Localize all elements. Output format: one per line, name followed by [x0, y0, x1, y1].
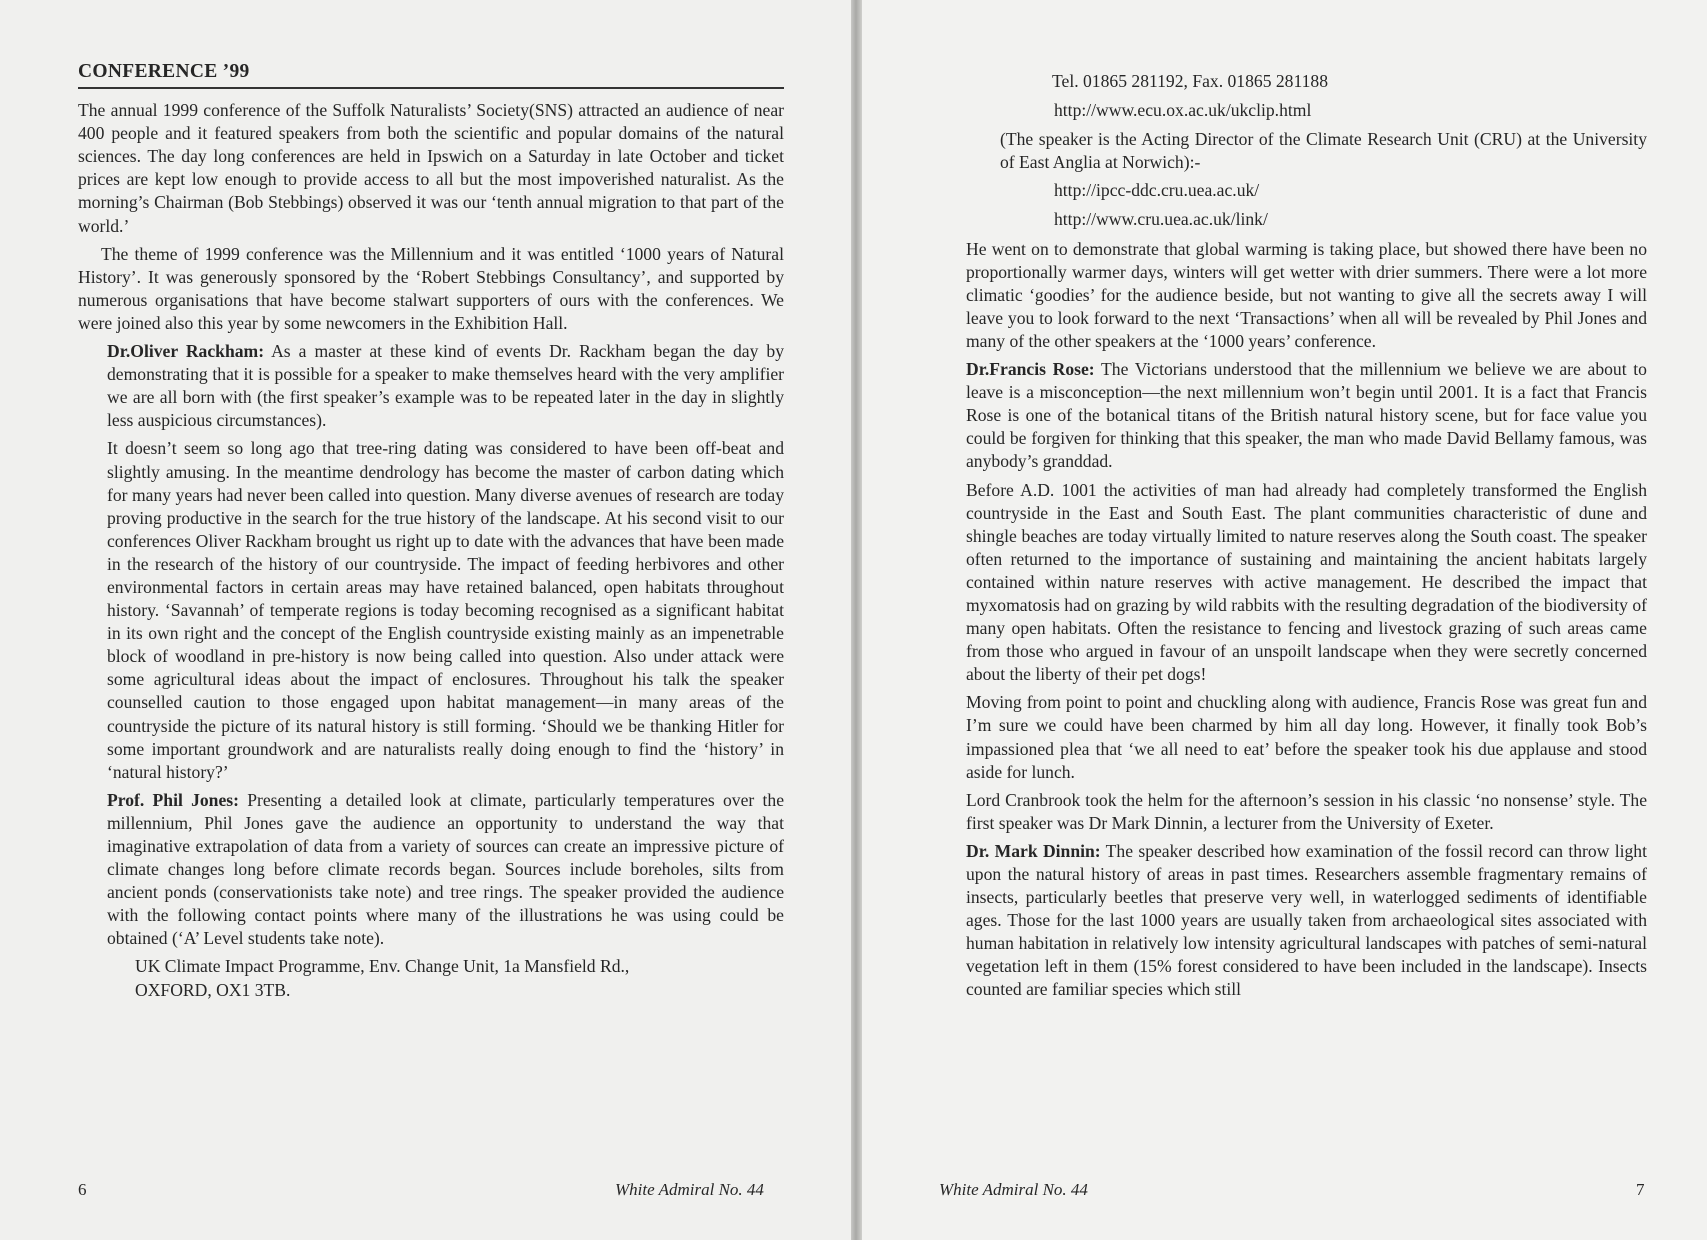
speaker-name: Dr.Francis Rose:	[966, 359, 1095, 380]
footer-title-right	[939, 1180, 1088, 1200]
address-line-1: UK Climate Impact Programme, Env. Change Unit, 1a Mansfield Rd.,	[135, 956, 630, 977]
right-page	[862, 0, 1707, 1240]
cranbrook-paragraph: Lord Cranbrook took the helm for the afternoon’s session in his classic ‘no nonsense’ style. The first speaker was Dr Mark Dinnin, a lecturer from the University of Exeter.	[966, 789, 1647, 833]
intro-paragraph: The annual 1999 conference of the Suffolk Naturalists’ Society(SNS) attracted an audience of near 400 people and it featured speakers from both the scientific and popular domains of the natural sciences. The day long conferences are held in Ipswich on a Saturday in late October and ticket prices are kept low enough to provide access to all but the most impoverished naturalist. As the morning’s Chairman (Bob Stebbings) observed it was our ‘tenth annual migration to that part of the world.’	[78, 100, 784, 236]
url-ukclip: http://www.ecu.ox.ac.uk/ukclip.html	[1054, 100, 1312, 121]
rose-paragraph-3: Moving from point to point and chuckling along with audience, Francis Rose was great fun and I’m sure we could have been charmed by him all day long. However, it finally took Bob’s impassioned plea that ‘we all need to eat’ before the speaker took his due applause and stood aside for lunch.	[966, 692, 1647, 782]
left-page	[0, 0, 851, 1240]
journal-title: White Admiral No. 44	[615, 1180, 764, 1199]
article-heading: CONFERENCE ’99	[78, 61, 250, 82]
speaker-name: Dr. Mark Dinnin:	[966, 840, 1101, 861]
address-line-2: OXFORD, OX1 3TB.	[135, 979, 291, 1000]
rackham-paragraph	[107, 340, 784, 432]
footer-title-left	[615, 1180, 764, 1200]
rackham-text: As a master at these kind of events Dr. Rackham began the day by demonstrating that it is possible for a speaker to make themselves heard with the very amplifier we are all born with (the first speaker’s example was to be repeated later in the day in slightly less auspicious circumstances).	[107, 341, 785, 431]
theme-paragraph: The theme of 1999 conference was the Millennium and it was entitled ‘1000 years of Natural History’. It was generously sponsored by the ‘Robert Stebbings Consultancy’, and supported by numerous organisations that have become stalwart supporters of ours with the conferences. We were joined also this year by some newcomers in the Exhibition Hall.	[78, 243, 784, 333]
right-column	[966, 70, 1647, 1007]
dinnin-paragraph	[966, 840, 1647, 1002]
dinnin-text: The speaker described how examination of the fossil record can throw light upon the natural history of areas in past times. Researchers assemble fragmentary remains of insects, particularly beetles that preserve very well, in waterlogged sediments of identifiable ages. Those for the last 1000 years are usually taken from archaeological sites associated with human habitation in relatively low intensity agricultural landscapes with patches of semi-natural vegetation left in them (15% forest considered to have been included in the landscape). Insects counted are familiar species which still	[966, 840, 1647, 1000]
page-number-left: 6	[78, 1180, 87, 1199]
page-number-right: 7	[1636, 1180, 1645, 1199]
journal-title: White Admiral No. 44	[939, 1180, 1088, 1199]
rackham-paragraph-2: It doesn’t seem so long ago that tree-ring dating was considered to have been off-beat and slightly amusing. In the meantime dendrology has become the master of carbon dating which for many years had never been called into question. Many diverse avenues of research are today proving productive in the search for the true history of the landscape. At his second visit to our conferences Oliver Rackham brought us right up to date with the advances that have been made in the research of the history of our countryside. The impact of feeding herbivores and other environmental factors in certain areas may have retained balanced, open habitats throughout history. ‘Savannah’ of temperate regions is today becoming recognised as a significant habitat in its own right and the concept of the English countryside existing mainly as an impenetrable block of woodland in pre-history is now being called into question. Also under attack were some agricultural ideas about the impact of enclosures. Throughout his talk the speaker counselled caution to those engaged upon habitat management—in many areas of the countryside the picture of its natural history is still forming. ‘Should we be thanking Hitler for some important groundwork and are naturalists really doing enough to find the ‘history’ in ‘natural history?’	[107, 438, 784, 782]
warming-paragraph: He went on to demonstrate that global warming is taking place, but showed there have been no proportionally warmer days, winters will get wetter with drier summers. There were a lot more climatic ‘goodies’ for the audience beside, but not wanting to give all the secrets away I will leave you to look forward to the next ‘Transactions’ when all will be revealed by Phil Jones and many of the other speakers at the ‘1000 years’ conference.	[966, 238, 1647, 351]
book-gutter	[851, 0, 862, 1240]
jones-paragraph	[107, 789, 784, 951]
speaker-name: Dr.Oliver Rackham:	[107, 341, 265, 362]
cru-note: (The speaker is the Acting Director of the Climate Research Unit (CRU) at the University of East Anglia at Norwich):-	[1000, 129, 1647, 173]
rose-text: The Victorians understood that the millennium we believe we are about to leave is a misconception—the next millennium won’t begin until 2001. It is a fact that Francis Rose is one of the botanical titans of the British natural history scene, but for face value you could be forgiven for thinking that this speaker, the man who made David Bellamy famous, was anybody’s granddad.	[966, 359, 1647, 472]
url-cru-link: http://www.cru.uea.ac.uk/link/	[1054, 209, 1268, 230]
left-column	[78, 60, 784, 1002]
rose-paragraph-2: Before A.D. 1001 the activities of man had already had completely transformed the English countryside in the East and South East. The plant communities characteristic of dune and shingle beaches are today virtually limited to nature reserves along the South coast. The speaker often returned to the importance of sustaining and maintaining the ancient habitats largely contained within nature reserves with active management. He described the impact that myxomatosis had on grazing by wild rabbits with the resulting degradation of the biodiversity of many open habitats. Often the resistance to fencing and livestock grazing of such areas came from those who argued in favour of an unspoilt landscape when they were secretly concerned about the liberty of their pet dogs!	[966, 479, 1647, 685]
jones-text: Presenting a detailed look at climate, particularly temperatures over the millennium, Phil Jones gave the audience an opportunity to understand the way that imaginative extrapolation of data from a variety of sources can create an impressive picture of climate changes long before climate records began. Sources include boreholes, silts from ancient ponds (conservationists take note) and tree rings. The speaker provided the audience with the following contact points where many of the illustrations he was using could be obtained (‘A’ Level students take note).	[107, 789, 784, 949]
url-ipcc: http://ipcc-ddc.cru.uea.ac.uk/	[1054, 180, 1260, 201]
rose-paragraph	[966, 358, 1647, 473]
heading-rule	[78, 87, 784, 89]
speaker-name: Prof. Phil Jones:	[107, 789, 239, 810]
contact-phone: Tel. 01865 281192, Fax. 01865 281188	[1052, 71, 1329, 91]
